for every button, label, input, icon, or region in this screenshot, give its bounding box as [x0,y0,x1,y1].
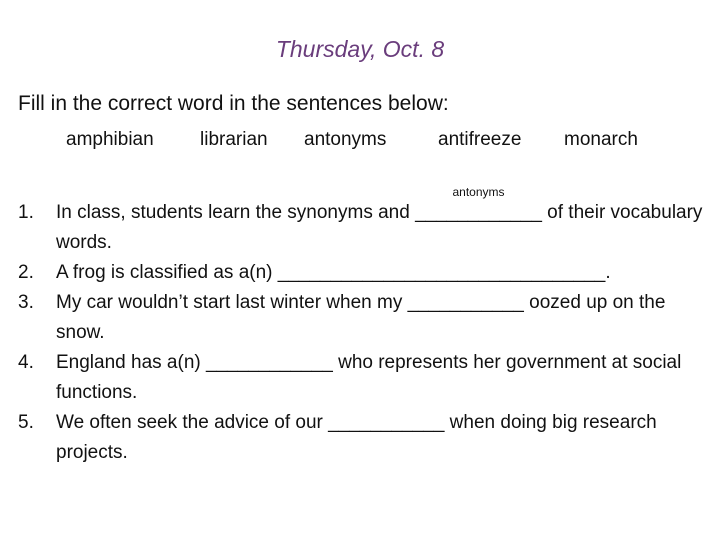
word-bank-item: antonyms [304,129,387,150]
instructions: Fill in the correct word in the sentences below: [18,92,449,115]
written-answer: antonyms [452,185,505,199]
sentence-item [18,258,708,288]
word-bank-item: monarch [564,129,638,150]
blank-line: ____________ [206,352,333,373]
answer-blank[interactable] [278,258,606,288]
sentence-text-after: oozed up on the snow. [56,292,666,343]
sentence-text-after: of their vocabulary words. [56,202,703,253]
sentence-text-after: when doing big research projects. [56,412,657,463]
sentence-number: 3. [18,292,34,313]
blank-line: _______________________________ [277,262,606,283]
answer-blank[interactable] [408,288,524,318]
sentence-text-before: My car wouldn’t start last winter when my [56,292,408,313]
sentence-text-before: In class, students learn the synonyms and [56,202,416,223]
answer-blank[interactable] [415,185,542,228]
sentence-item [18,408,708,468]
word-bank-item: antifreeze [438,129,522,150]
sentence-text-before: A frog is classified as a(n) [56,262,278,283]
sentence-number: 1. [18,202,34,223]
sentence-number: 2. [18,262,34,283]
sentence-item [18,348,708,408]
sentence-list [18,185,708,468]
sentence-number: 5. [18,412,34,433]
blank-line: ___________ [328,412,445,433]
sentence-text-before: We often seek the advice of our [56,412,329,433]
sentence-item [18,288,708,348]
sentence-number: 4. [18,352,34,373]
page-date: Thursday, Oct. 8 [275,36,445,62]
sentence-text-after: . [605,262,611,283]
blank-line: ___________ [407,292,524,313]
word-bank-item: amphibian [66,129,154,150]
sentence-text-before: England has a(n) [56,352,206,373]
sentence-item [18,185,708,258]
word-bank-item: librarian [200,129,268,150]
answer-blank[interactable] [206,348,333,378]
blank-line: ____________ [415,202,542,223]
sentence-text-after: who represents her government at social functions. [56,352,682,403]
answer-blank[interactable] [328,408,444,438]
